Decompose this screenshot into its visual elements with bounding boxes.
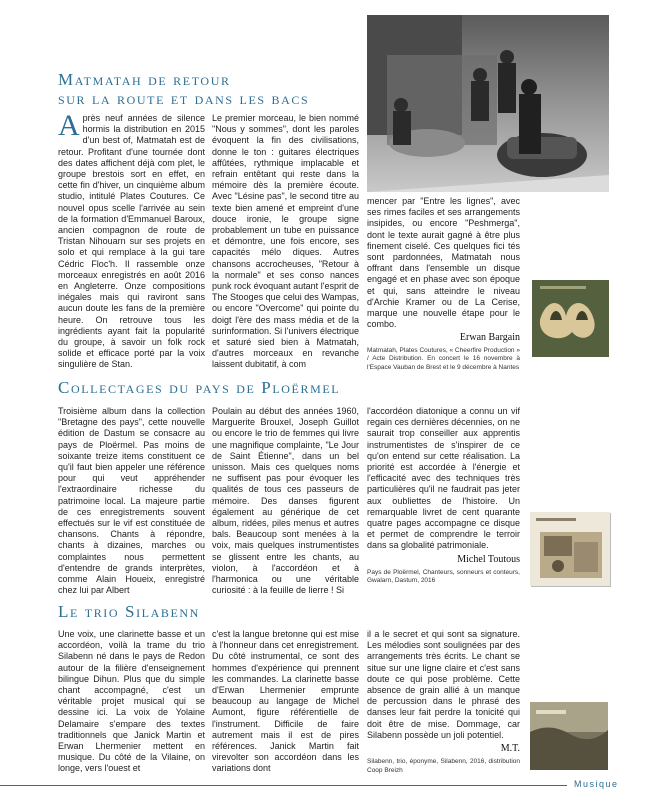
section3-column-1 <box>58 629 205 775</box>
section2-column-3 <box>367 406 520 586</box>
section3-credit: Silabenn, trio, éponyme, Silabenn, 2016, distribution Coop Breizh <box>367 758 520 774</box>
section1-col1-text: près neuf années de silence hormis la distribution en 2015 d'un best of, Matmatah est de retour. Profitant d'une tournée dont des dates affichent déjà com plet, le groupe brestois sort en effet, en cette fin d'hiver, un cinquième album studio, intitulé Plates Coutures. Ce nouvel opus scelle l'arrivée au sein de la formation d'Emmanuel Baroux, ancien compagnon de route de Tristan Nihouarn sur ses projets en solo et qui remplace à la gui tare Cédric Floc'h. Il rassemble onze morceaux enregistrés en août 2016 en Angleterre. Onze compositions inégales mais qui raviront sans aucun doute les fans de la première heure. On retrouve tous les ingrédients ayant fait la popularité du groupe, à savoir un folk rock solide et efficace porté par la voix singulière de Stan. <box>58 113 205 370</box>
section2-column-1 <box>58 406 205 596</box>
section3-title: Le trio Silabenn <box>58 602 200 621</box>
section1-title <box>58 70 358 108</box>
section3-column-2 <box>212 629 359 775</box>
section2-credit: Pays de Ploërmel, Chanteurs, sonneurs et conteurs, Gwalarn, Dastum, 2016 <box>367 568 520 585</box>
section1-title-line1: Matmatah de retour <box>58 70 231 89</box>
album-cover-icon <box>530 702 608 770</box>
section1-title-line2: sur la route et dans les bacs <box>58 89 310 108</box>
section1-col2-text: Le premier morceau, le bien nommé "Nous y sommes", dont les paroles évoquent la fin des civilisations, donne le ton : guitares électriques affûtées, rythmique implacable et refrain entêtant qui reste dans la mémoire dès la première écoute. Avec "Lésine pas", le second titre au texte bien amené et empreint d'une douce ironie, le groupe signe probablement un tube en puissance et démontre, une fois encore, ses capacités mélo diques. Autres chansons accrocheuses, "Retour à la normale" et ses conso nances punk rock évoquant autant l'esprit de The Stooges que celui des Wampas, ou encore "Overcome" qui pointe du doigt l'ère des mass média et de la surinformation. Si l'univers électrique et saturé sied bien à Matmatah, d'autres morceaux en revanche laissent dubitatif, à com <box>212 113 359 370</box>
section3-title-wrap <box>58 602 458 621</box>
photo-icon <box>367 15 609 192</box>
section3-col1-text: Une voix, une clarinette basse et un accordéon, voilà la trame du trio Silabenn né dans le pays de Redon autour de la filière d'enseignement bilingue Dihun. Plus que du simple chant accompagné, c'est un véritable projet musical qui se dessine ici. La voix de Yolaine Delamaire s'empare des textes traditionnels que Janick Martin et Erwan Lhermenier mettent en musique. Du côté de la Vilaine, on longe, vers l'ouest et <box>58 629 205 774</box>
section1-column-3 <box>367 196 520 372</box>
section1-signature: Erwan Bargain <box>459 332 520 344</box>
section2-title: Collectages du pays de Ploërmel <box>58 378 341 397</box>
section2-column-2 <box>212 406 359 596</box>
footer-rule <box>0 785 567 786</box>
section3-col3-text: il a le secret et qui sont sa signature. Les mélodies sont soulignées par des arrangements très écrits. Le chant se situe sur une ligne claire et c'est sans doute ce qui pose problème. Cette absence de grain allié à un manque de percussion dans le phrasé des danses leur fait perdre la tonicité qui doit être de mise. Dommage, car Silabenn possède un joli potentiel. <box>367 629 520 740</box>
section2-col1-text: Troisième album dans la collection "Bretagne des pays", cette nouvelle édition de Dastum se consacre au pays de Ploërmel. Pas moins de soixante treize items constituent ce qu'il faut bien appeler une référence pour qui veut appréhender l'extraordinaire richesse du patrimoine local. La majeure partie de ces enregistrements souvent effectués sur le vif est constituée de chansons. Chants à répondre, chants à dizaines, marches ou complaintes nous permettent d'entendre de grands interprètes, comme Alain Houeix, enregistré chez lui par Albert <box>58 406 205 596</box>
section3-col2-text: c'est la langue bretonne qui est mise à l'honneur dans cet enregistrement. Du côté instrumental, ce sont des hommes d'expérience qui prennent les commandes. La clarinette basse d'Erwan Lhermenier emprunte beaucoup au langage de Michel Aumont, figure référentielle de l'instrument. Difficile de faire autrement mais il est de pires références. Janick Martin fait virevolter son accordéon dans les variations dont <box>212 629 359 774</box>
section2-signature: Michel Toutous <box>457 553 520 565</box>
footer-section-label: Musique <box>574 779 619 789</box>
dropcap: A <box>58 109 80 142</box>
album-cover-icon <box>530 512 610 586</box>
section3-signature: M.T. <box>500 743 520 755</box>
section1-column-2 <box>212 113 359 371</box>
album-cover-ploermel <box>530 512 610 586</box>
section2-title-wrap <box>58 378 458 397</box>
section1-credit: Matmatah, Plates Coutures, « Cheerfire Production » / Acte Distribution. En concert le 16 novembre à l'Espace Vauban de Brest et le 9 décembre à Nantes <box>367 346 520 371</box>
section2-col3-text: l'accordéon diatonique a connu un vif regain ces dernières décennies, on ne saurait trop conseiller aux apprentis instrumentistes de s'inspirer de ce qu'on entend sur cette réalisation. La priorité est accordée à l'énergie et l'efficacité avec des techniques très particulières qu'il ne faudrait pas jeter aux oubliettes de l'histoire. Un remarquable livret de cent quarante quatre pages accompagne ce disque et permet de comprendre le terroir dans sa globalité patrimoniale. <box>367 406 520 551</box>
band-photo <box>367 15 609 192</box>
album-cover-silabenn <box>530 702 608 770</box>
section1-column-1 <box>58 109 205 371</box>
section2-col2-text: Poulain au début des années 1960, Marguerite Brouxel, Joseph Guillot ou encore le trio de femmes qui livre une magnifique complainte, "Le Jour de Saint Étienne", dans un bel unisson. Mais ces quelques noms ne suffisent pas pour évoquer les qualités de tous ces passeurs de mémoire. Des danses figurent également au générique de cet album, ridées, piles menus et autres bals. Beaucoup sont menées à la voix, mais quelques instrumentistes se glissent entre les chants, au violon, à l'accordéon et à l'harmonica ou une véritable curiosité : à la feuille de lierre ! Si <box>212 406 359 596</box>
album-cover-icon <box>532 280 609 357</box>
section1-col3-text: mencer par "Entre les lignes", avec ses rimes faciles et ses arrangements insipides, ou encore "Peshmerga", dont le texte aurait gagné à être plus finement ciselé. Ces quelques fici tés sont pardonnées, Matmatah nous offrant dans l'ensemble un disque engagé et en phase avec son époque et qui, sans atteindre le niveau d'Archie Kramer ou de La Cerise, marque une nouvelle étape pour le combo. <box>367 196 520 330</box>
album-cover-matmatah <box>532 280 609 357</box>
section3-column-3 <box>367 629 520 775</box>
